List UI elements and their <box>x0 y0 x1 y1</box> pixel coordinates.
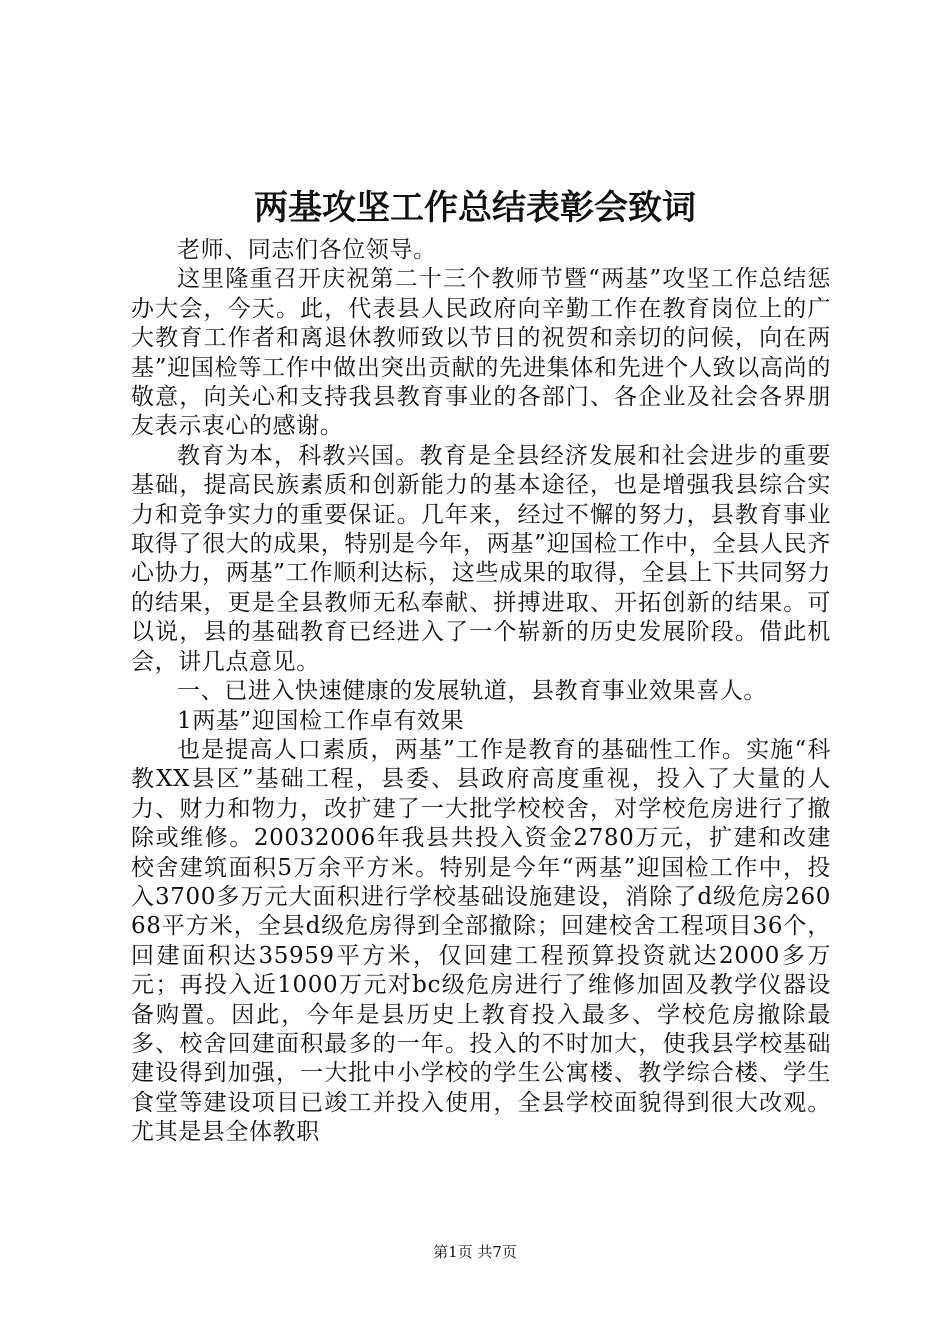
page-footer: 第1页 共7页 <box>433 1243 517 1261</box>
section-heading-1: 一、已进入快速健康的发展轨道，县教育事业效果喜人。 <box>177 678 767 705</box>
document-title: 两基攻坚工作总结表彰会致词 <box>254 188 696 228</box>
subsection-heading-1: 1两基”迎国检工作卓有效果 <box>177 707 465 734</box>
paragraph-opening: 这里隆重召开庆祝第二十三个教师节暨“两基”攻坚工作总结惩办大会，今天。此，代表县人民政府向辛勤工作在教育岗位上的广大教育工作者和离退休教师致以节日的祝贺和亲切的问候，向在两基”迎国检等工作中做出突出贡献的先进集体和先进个人致以高尚的敬意，向关心和支持我县教育事业的各部门、各企业及社会各界朋友表示衷心的感谢。 <box>131 266 831 440</box>
document-body <box>131 236 831 1148</box>
paragraph-greeting: 老师、同志们各位领导。 <box>177 237 437 263</box>
paragraph-investment: 也是提高人口素质，两基”工作是教育的基础性工作。实施“科教XX县区”基础工程，县委、县政府高度重视，投入了大量的人力、财力和物力，改扩建了一大批学校校舍，对学校危房进行了撤除或维修。20032006年我县共投入资金2780万元，扩建和改建校舍建筑面积5万余平方米。特别是今年“两基”迎国检工作中，投入3700多万元大面积进行学校基础设施建设，消除了d级危房26068平方米，全县d级危房得到全部撤除；回建校舍工程项目36个，回建面积达35959平方米，仅回建工程预算投资就达2000多万元；再投入近1000万元对bc级危房进行了维修加固及教学仪器设备购置。因此，今年是县历史上教育投入最多、学校危房撤除最多、校舍回建面积最多的一年。投入的不时加大，使我县学校基础建设得到加强，一大批中小学校的学生公寓楼、教学综合楼、学生食堂等建设项目已竣工并投入使用，全县学校面貌得到很大改观。尤其是县全体教职 <box>131 736 831 1146</box>
paragraph-education-foundation: 教育为本，科教兴国。教育是全县经济发展和社会进步的重要基础，提高民族素质和创新能力的基本途径，也是增强我县综合实力和竞争实力的重要保证。几年来，经过不懈的努力，县教育事业取得了很大的成果，特别是今年，两基”迎国检工作中，全县人民齐心协力，两基”工作顺利达标，这些成果的取得，全县上下共同努力的结果，更是全县教师无私奉献、拼搏进取、开拓创新的结果。可以说，县的基础教育已经进入了一个崭新的历史发展阶段。借此机会，讲几点意见。 <box>131 442 831 675</box>
